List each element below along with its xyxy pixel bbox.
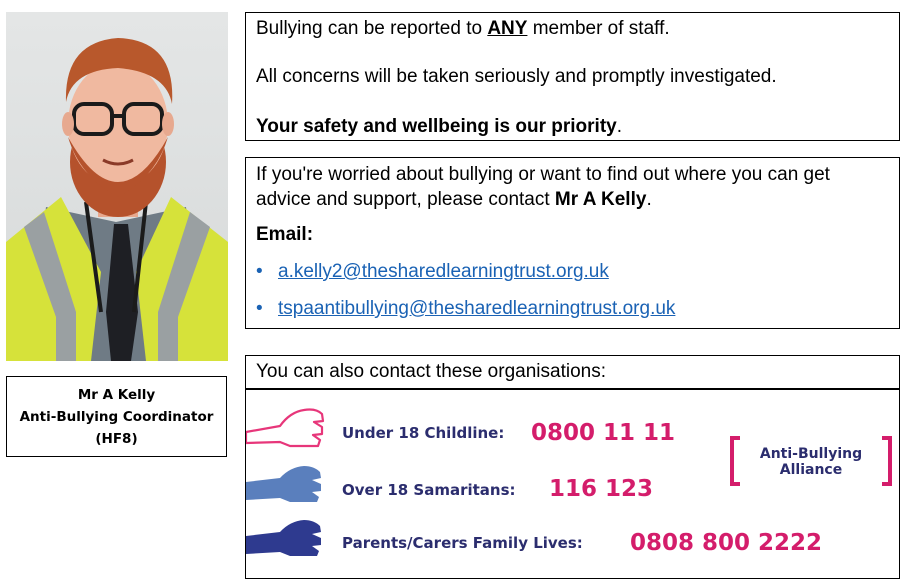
samaritans-number: 116 123 — [549, 476, 654, 502]
email-item-1 — [256, 260, 889, 284]
contact-intro-end: . — [646, 189, 652, 210]
contact-intro — [256, 162, 889, 212]
reporting-notice-box — [245, 12, 900, 141]
concerns-line: All concerns will be taken seriously and promptly investigated. — [256, 66, 777, 87]
staff-role: Anti-Bullying Coordinator — [19, 408, 214, 425]
email-link-1[interactable]: a.kelly2@thesharedlearningtrust.org.uk — [278, 261, 609, 282]
childline-number: 0800 11 11 — [531, 420, 676, 446]
priority-line — [256, 115, 889, 139]
email-item-2 — [256, 297, 889, 321]
staff-name: Mr A Kelly — [77, 386, 156, 403]
reporting-text-post: member of staff. — [527, 18, 670, 39]
contact-name: Mr A Kelly — [554, 189, 647, 210]
hand-icon-navy — [246, 520, 321, 556]
staff-portrait-illustration — [6, 12, 228, 361]
email-label: Email: — [256, 224, 314, 245]
hand-icon-blue — [246, 466, 321, 502]
organisations-heading-box — [245, 355, 900, 389]
staff-caption — [6, 376, 227, 457]
staff-photo — [6, 12, 228, 361]
contact-intro-line2: advice and support, please contact — [256, 189, 555, 210]
email-link-2[interactable]: tspaantibullying@thesharedlearningtrust.org.uk — [278, 298, 676, 319]
hand-icon-pink — [246, 410, 323, 447]
contact-intro-line1: If you're worried about bullying or want to find out where you can get — [256, 164, 830, 185]
logo-text-line1: Anti-Bullying — [759, 446, 863, 462]
samaritans-label: Over 18 Samaritans: — [342, 481, 516, 499]
reporting-emphasis: ANY — [487, 18, 528, 39]
contact-box — [245, 157, 900, 329]
priority-end: . — [616, 116, 622, 137]
anti-bullying-alliance-logo — [732, 438, 890, 484]
staff-room: (HF8) — [95, 430, 138, 447]
bullet-icon: • — [256, 261, 263, 282]
reporting-line — [256, 17, 889, 41]
logo-text-line2: Alliance — [779, 462, 843, 478]
reporting-text-pre: Bullying can be reported to — [256, 18, 488, 39]
childline-label: Under 18 Childline: — [342, 424, 505, 442]
helplines-graphic — [246, 390, 899, 578]
family-lives-number: 0808 800 2222 — [630, 530, 823, 556]
organisations-graphic — [245, 389, 900, 579]
organisations-heading: You can also contact these organisations: — [256, 361, 606, 382]
family-lives-label: Parents/Carers Family Lives: — [342, 534, 583, 552]
priority-bold: Your safety and wellbeing is our priority — [256, 116, 617, 137]
bullet-icon: • — [256, 298, 263, 319]
